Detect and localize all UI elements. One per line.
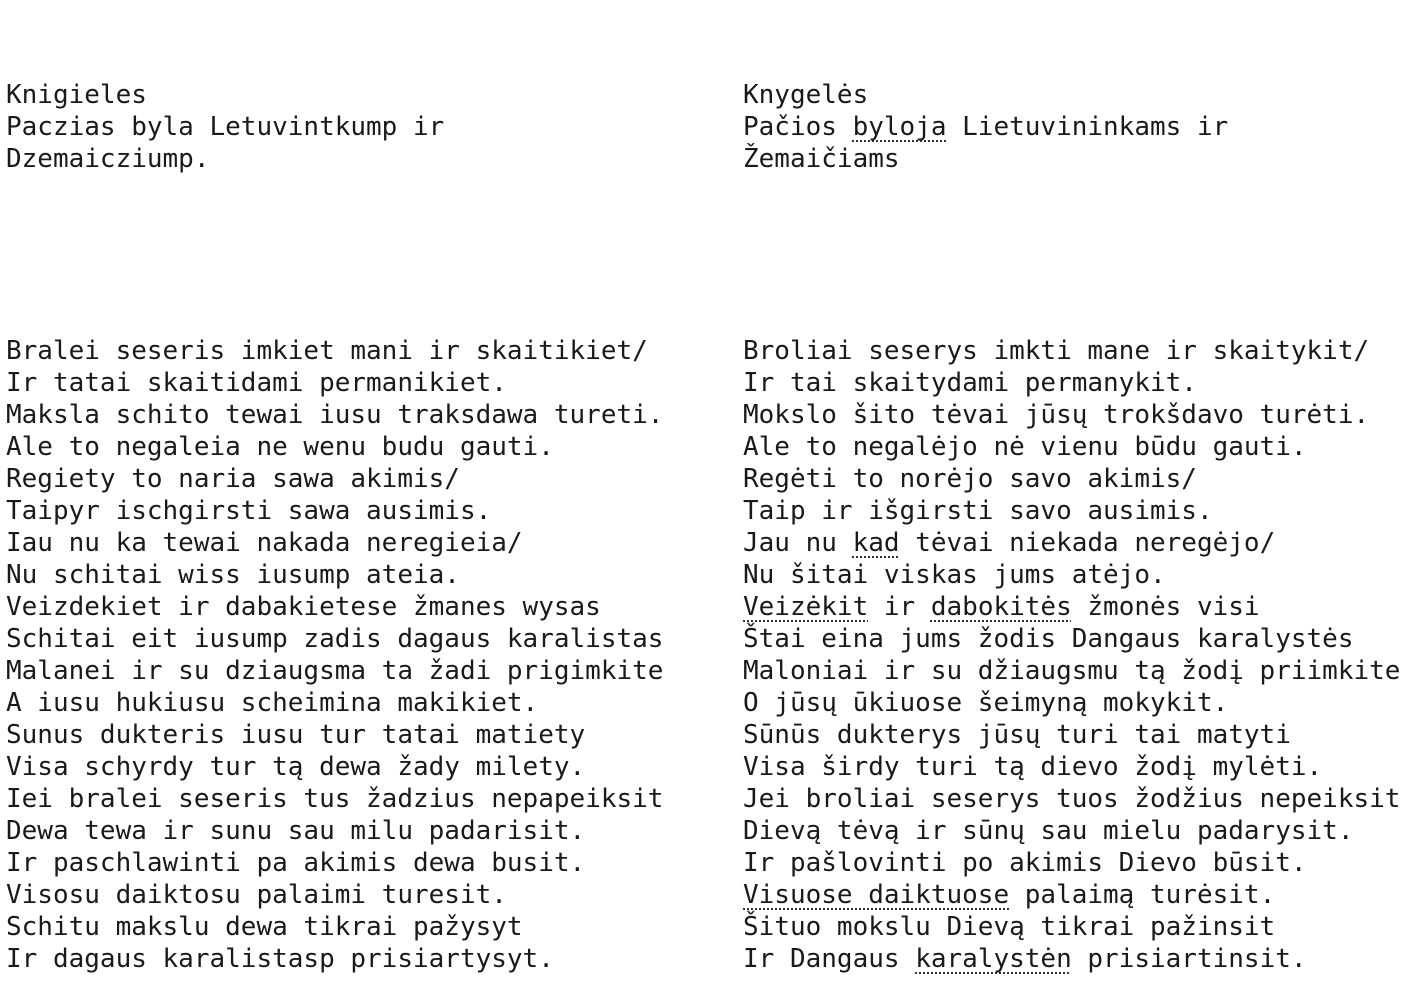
modern-verse-line-19 xyxy=(743,911,1400,943)
original-verse-line-18: Visosu daiktosu palaimi turesit. xyxy=(6,880,507,910)
modern-text-column xyxy=(743,15,1400,1007)
text-segment: Jau nu xyxy=(743,528,853,558)
original-title-line-3: Dzemaicziump. xyxy=(6,144,210,174)
modern-verse-line-20 xyxy=(743,943,1400,975)
original-verse-line-9: Veizdekiet ir dabakietese žmanes wysas xyxy=(6,592,601,622)
text-segment: Dievą tėvą ir sūnų sau mielu padarysit. xyxy=(743,816,1354,846)
text-segment: Knygelės xyxy=(743,80,869,110)
text-segment: Lietuvininkams ir xyxy=(946,112,1229,142)
modern-verse-line-17 xyxy=(743,847,1400,879)
original-verse-line-6: Taipyr ischgirsti sawa ausimis. xyxy=(6,496,492,526)
underlined-word: byloja xyxy=(852,112,947,142)
original-title-line-1: Knigieles xyxy=(6,80,147,110)
original-verse-line-17: Ir paschlawinti pa akimis dewa busit. xyxy=(6,848,586,878)
modern-verse-line-7 xyxy=(743,527,1400,559)
text-segment: Jei broliai seserys tuos žodžius nepeiksit xyxy=(743,784,1401,814)
modern-verse-line-3 xyxy=(743,399,1400,431)
modern-verse-line-1 xyxy=(743,335,1400,367)
underlined-word: Veizėkit xyxy=(743,592,869,622)
text-segment: O jūsų ūkiuose šeimyną mokykit. xyxy=(743,688,1229,718)
modern-title-line-2 xyxy=(743,111,1400,143)
modern-verse-line-13 xyxy=(743,719,1400,751)
original-verse-line-15: Iei bralei seseris tus žadzius nepapeiksit xyxy=(6,784,664,814)
text-segment: prisiartinsit. xyxy=(1071,944,1307,974)
original-verse-line-8: Nu schitai wiss iusump ateia. xyxy=(6,560,460,590)
original-title-line-2: Paczias byla Letuvintkump ir xyxy=(6,112,445,142)
text-segment: Broliai seserys imkti mane ir skaitykit/ xyxy=(743,336,1370,366)
text-segment: Maloniai ir su džiaugsmu tą žodį priimkite xyxy=(743,656,1401,686)
modern-verse-line-10 xyxy=(743,623,1400,655)
original-text-column xyxy=(6,15,663,1007)
modern-title-line-3 xyxy=(743,143,1400,175)
modern-verse-line-9 xyxy=(743,591,1400,623)
modern-title-block xyxy=(743,79,1400,175)
original-verse-line-3: Maksla schito tewai iusu traksdawa tureti. xyxy=(6,400,664,430)
text-segment: Ir Dangaus xyxy=(743,944,916,974)
modern-verse-line-16 xyxy=(743,815,1400,847)
text-segment: Pačios xyxy=(743,112,853,142)
underlined-word: dabokitės xyxy=(930,592,1072,622)
modern-verse-line-5 xyxy=(743,463,1400,495)
modern-verse-line-2 xyxy=(743,367,1400,399)
original-verse-line-11: Malanei ir su dziaugsma ta žadi prigimkite xyxy=(6,656,664,686)
stanza-gap xyxy=(743,239,1400,271)
modern-verses-block xyxy=(743,335,1400,975)
modern-verse-line-11 xyxy=(743,655,1400,687)
modern-verse-line-14 xyxy=(743,751,1400,783)
text-segment: Ale to negalėjo nė vienu būdu gauti. xyxy=(743,432,1307,462)
original-verse-line-14: Visa schyrdy tur tą dewa žady milety. xyxy=(6,752,586,782)
text-segment: ir xyxy=(868,592,931,622)
original-verse-line-20: Ir dagaus karalistasp prisiartysyt. xyxy=(6,944,554,974)
text-segment: Žemaičiams xyxy=(743,144,900,174)
underlined-word: kad xyxy=(852,528,900,558)
original-verse-line-2: Ir tatai skaitidami permanikiet. xyxy=(6,368,507,398)
text-segment: Sūnūs dukterys jūsų turi tai matyti xyxy=(743,720,1291,750)
original-verse-line-19: Schitu makslu dewa tikrai pažysyt xyxy=(6,912,523,942)
modern-verse-line-6 xyxy=(743,495,1400,527)
text-segment: Visa širdy turi tą dievo žodį mylėti. xyxy=(743,752,1323,782)
stanza-gap xyxy=(6,239,663,271)
text-segment: Štai eina jums žodis Dangaus karalystės xyxy=(743,624,1354,654)
modern-verse-line-18 xyxy=(743,879,1400,911)
underlined-word: karalystėn xyxy=(915,944,1072,974)
original-verse-line-1: Bralei seseris imkiet mani ir skaitikiet/ xyxy=(6,336,648,366)
original-verses-block xyxy=(6,335,663,975)
text-segment: Ir tai skaitydami permanykit. xyxy=(743,368,1197,398)
underlined-word: Visuose daiktuose xyxy=(743,880,1010,910)
modern-verse-line-4 xyxy=(743,431,1400,463)
text-segment: Mokslo šito tėvai jūsų trokšdavo turėti. xyxy=(743,400,1370,430)
original-verse-line-4: Ale to negaleia ne wenu budu gauti. xyxy=(6,432,554,462)
original-verse-line-16: Dewa tewa ir sunu sau milu padarisit. xyxy=(6,816,586,846)
text-segment: žmonės visi xyxy=(1071,592,1260,622)
text-segment: Taip ir išgirsti savo ausimis. xyxy=(743,496,1213,526)
original-verse-line-5: Regiety to naria sawa akimis/ xyxy=(6,464,460,494)
text-segment: Regėti to norėjo savo akimis/ xyxy=(743,464,1197,494)
text-segment: palaimą turėsit. xyxy=(1009,880,1276,910)
modern-verse-line-12 xyxy=(743,687,1400,719)
original-verse-line-13: Sunus dukteris iusu tur tatai matiety xyxy=(6,720,586,750)
text-segment: Nu šitai viskas jums atėjo. xyxy=(743,560,1166,590)
original-verse-line-7: Iau nu ka tewai nakada neregieia/ xyxy=(6,528,523,558)
original-verse-line-10: Schitai eit iusump zadis dagaus karalistas xyxy=(6,624,664,654)
modern-verse-line-8 xyxy=(743,559,1400,591)
text-segment: Ir pašlovinti po akimis Dievo būsit. xyxy=(743,848,1307,878)
original-title-block xyxy=(6,79,663,175)
modern-title-line-1 xyxy=(743,79,1400,111)
modern-verse-line-15 xyxy=(743,783,1400,815)
text-segment: tėvai niekada neregėjo/ xyxy=(899,528,1276,558)
text-segment: Šituo mokslu Dievą tikrai pažinsit xyxy=(743,912,1276,942)
original-verse-line-12: A iusu hukiusu scheimina makikiet. xyxy=(6,688,539,718)
